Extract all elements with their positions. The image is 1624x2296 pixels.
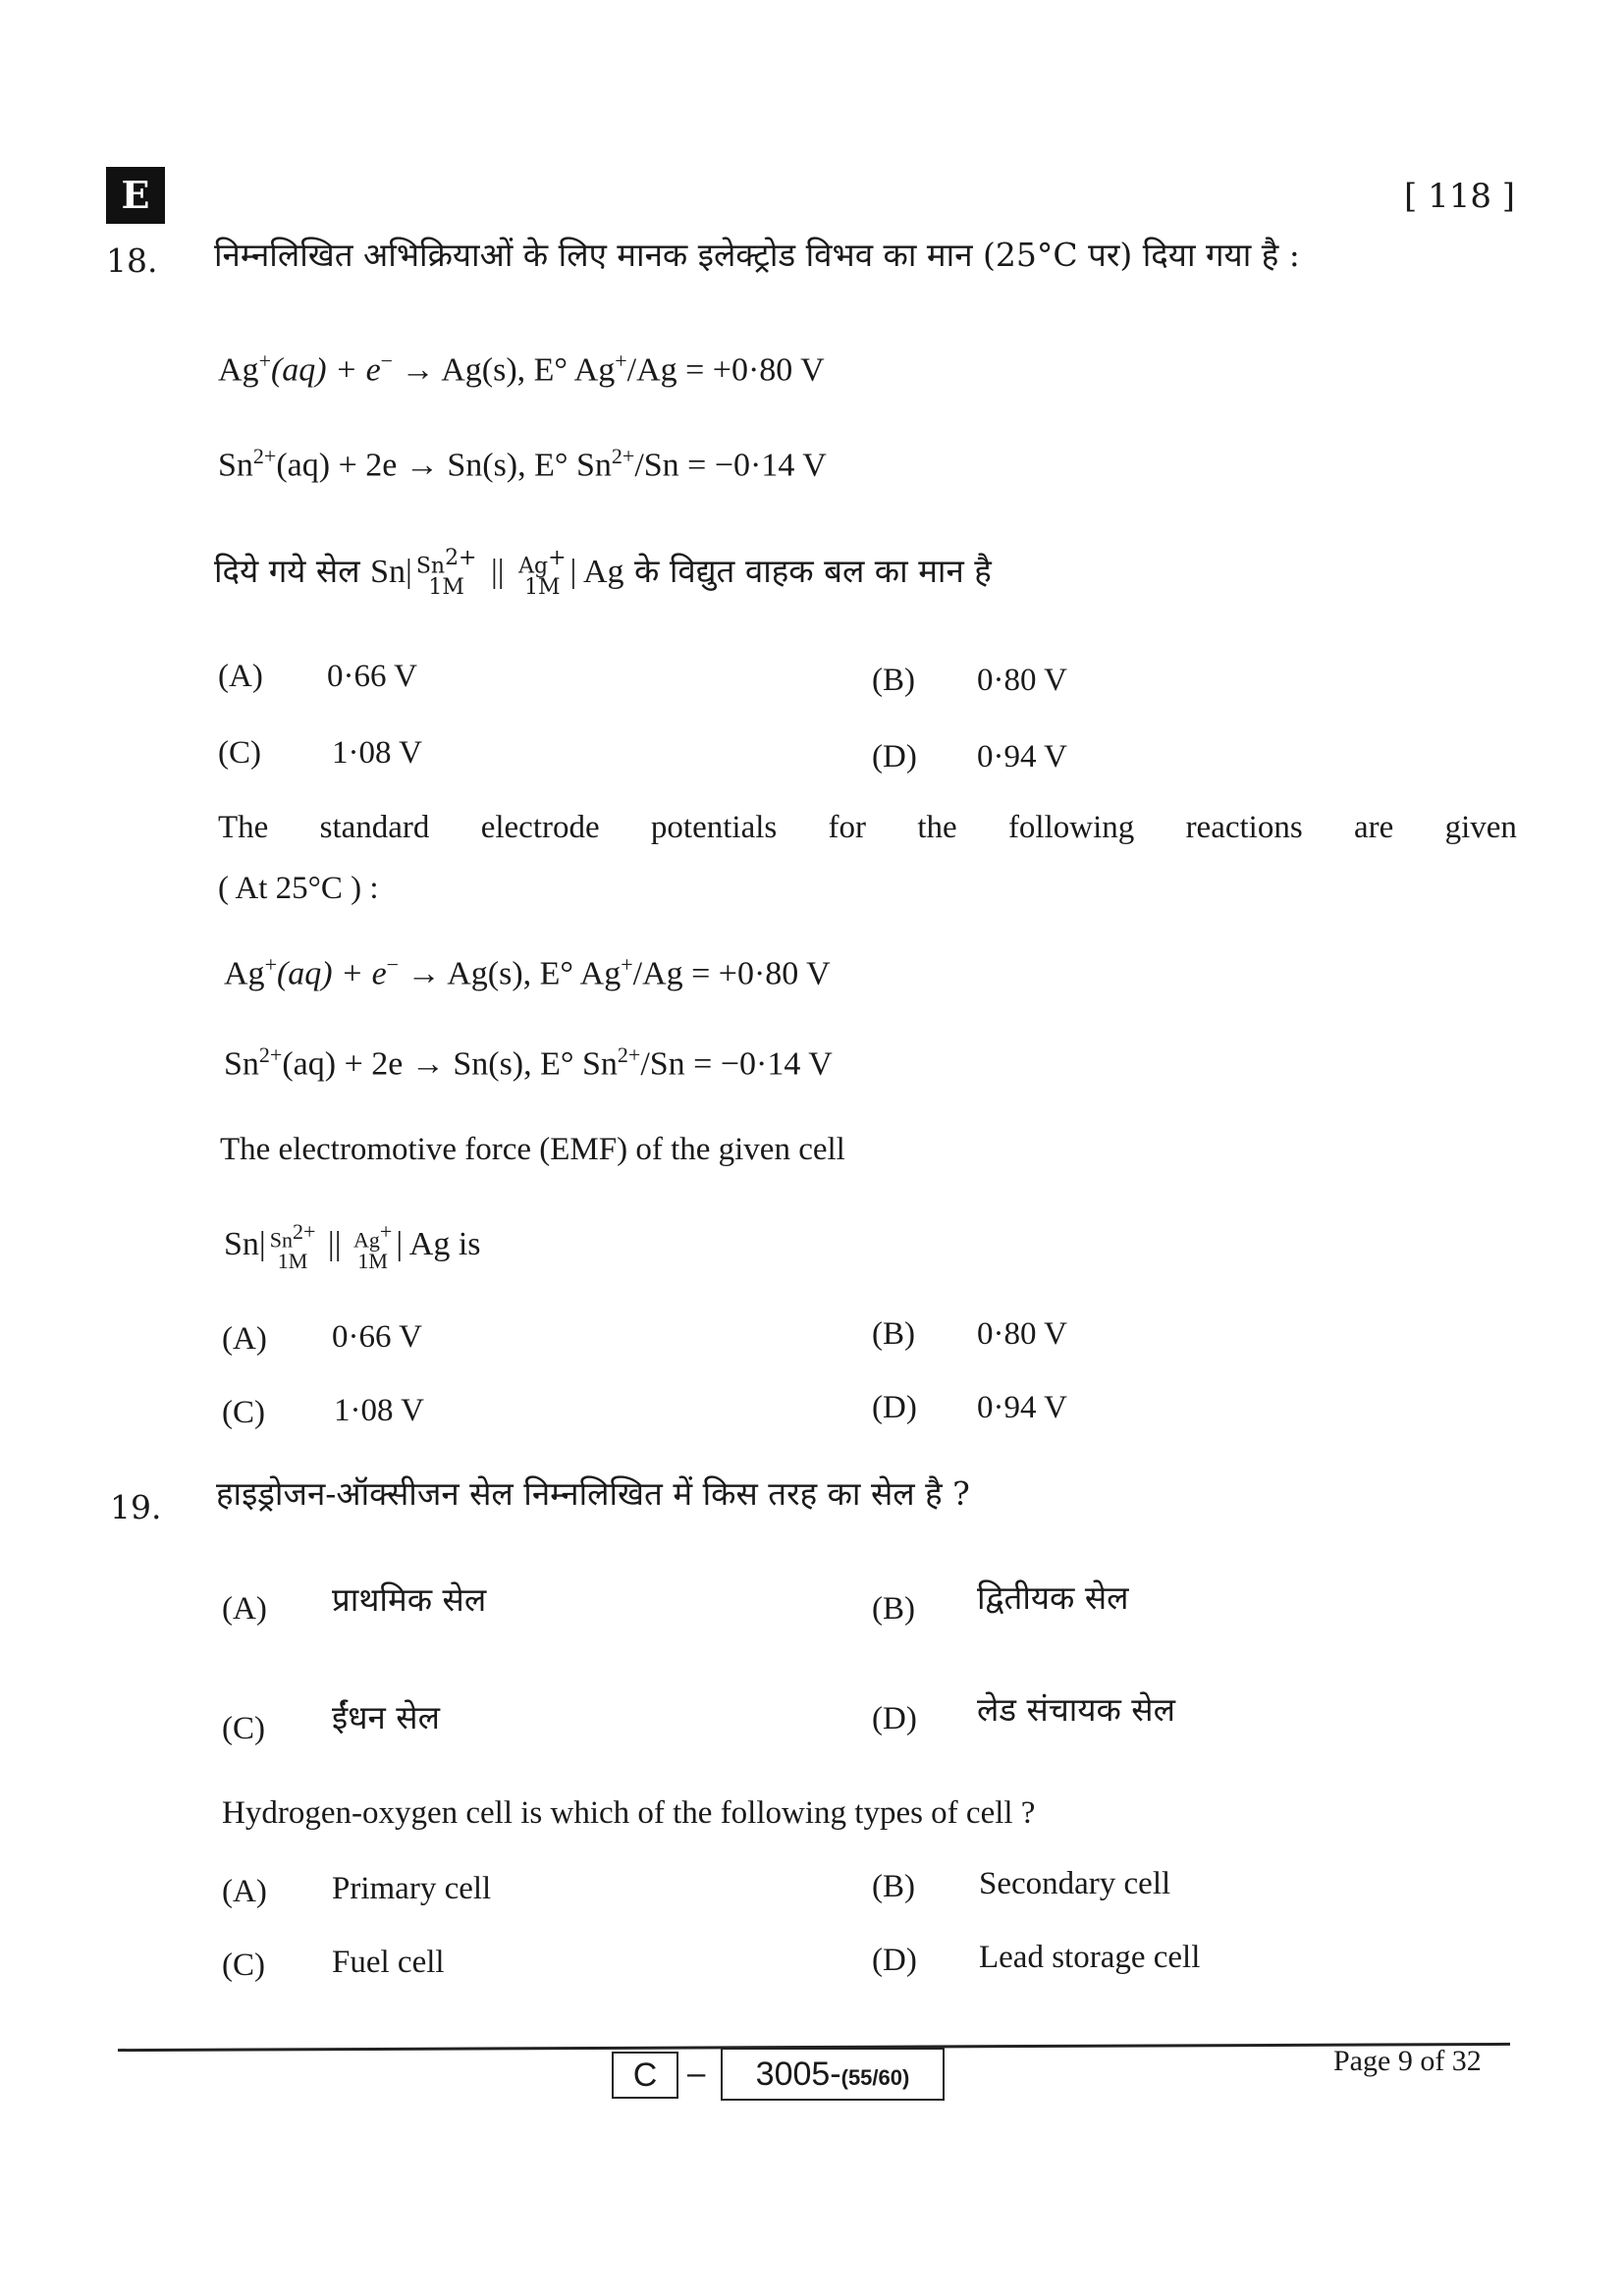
eq-text: /Ag = +0·80 V [626, 351, 825, 389]
option-label: (D) [872, 739, 917, 774]
paper-code: 3005- [755, 2056, 841, 2093]
option-label: (B) [872, 1591, 915, 1627]
question-code: [ 118 ] [1404, 177, 1516, 216]
option-value: 0·94 V [977, 739, 1067, 774]
option-value: 0·94 V [977, 1390, 1067, 1425]
q18-english-emf: The electromotive force (EMF) of the given cell [220, 1132, 845, 1167]
cell-cathode: | Ag [569, 554, 624, 591]
footer-dash: – [687, 2055, 706, 2091]
salt-bridge: || [491, 554, 505, 591]
eq-text: (aq) + e [270, 351, 381, 389]
q18-en-cell: Sn| $Sn^{2+}$ 1M || Ag+ 1M | Ag is [224, 1219, 481, 1274]
eq-text: Sn [218, 447, 253, 484]
option-value: ईंधन सेल [332, 1698, 440, 1736]
text: दिये गये सेल [214, 552, 360, 591]
eq-text: Ag [218, 351, 259, 389]
option-label: (C) [218, 735, 261, 771]
q18-english-intro-2: ( At 25°C ) : [218, 871, 379, 906]
paper-code-box [721, 2048, 945, 2101]
text: के विद्युत वाहक बल का मान है [634, 552, 992, 591]
question-number-19: 19. [110, 1488, 162, 1526]
cell-ion-2: Ag+ 1M [518, 546, 567, 601]
option-value: लेड संचायक सेल [977, 1690, 1175, 1729]
option-label: (D) [872, 1390, 917, 1425]
option-value: प्राथमिक सेल [332, 1580, 487, 1619]
option-value: Lead storage cell [979, 1940, 1201, 1975]
eq-sup: + [615, 348, 627, 373]
option-label: (B) [872, 1869, 915, 1904]
option-value: 0·66 V [327, 659, 417, 694]
option-value: 0·80 V [977, 1316, 1067, 1352]
eq-sup: − [380, 348, 394, 373]
option-label: (B) [872, 663, 915, 698]
eq-sup: 2+ [252, 444, 277, 468]
page-number: Page 9 of 32 [1333, 2045, 1482, 2077]
q19-hindi-text: हाइड्रोजन-ऑक्सीजन सेल निम्नलिखित में किस तरह का सेल है ? [216, 1474, 970, 1513]
series-box: C [612, 2052, 678, 2099]
question-number-18: 18. [106, 241, 158, 280]
option-label: (A) [218, 659, 263, 694]
option-value: Fuel cell [332, 1945, 445, 1980]
cell-anode: Sn| [370, 554, 412, 591]
option-label: (A) [222, 1591, 267, 1627]
option-label: (C) [222, 1711, 265, 1746]
cell-ion-1: $Sn^{2+}$ 1M [415, 546, 477, 601]
q18-hi-equation-1 [218, 348, 825, 391]
eq-text: → Ag(s), E° Ag [393, 351, 616, 389]
option-label: (B) [872, 1316, 915, 1352]
q19-english-text: Hydrogen-oxygen cell is which of the following types of cell ? [222, 1795, 1036, 1831]
q18-english-intro: The standard electrode potentials for the following reactions are given [218, 810, 1517, 845]
eq-text: (aq) + 2e → Sn(s), E° Sn [276, 447, 612, 484]
q18-hi-equation-2 [218, 444, 827, 486]
option-value: Primary cell [332, 1871, 492, 1906]
option-label: (C) [222, 1948, 265, 1983]
paper-sub: (55/60) [840, 2065, 910, 2090]
option-value: 1·08 V [334, 1393, 424, 1428]
q18-en-equation-2: $Sn^{2+}(aq) + 2e \to Sn(s)$, E° $Sn^{2+}/Sn = -0\cdot 14$ V [224, 1042, 833, 1083]
option-label: (A) [222, 1321, 267, 1357]
option-value: द्वितीयक सेल [977, 1578, 1129, 1617]
option-value: 1·08 V [332, 735, 422, 771]
option-value: Secondary cell [979, 1866, 1171, 1901]
option-value: 0·66 V [332, 1319, 422, 1355]
eq-sup: + [258, 348, 271, 373]
option-value: 0·80 V [977, 663, 1067, 698]
option-label: (D) [872, 1701, 917, 1736]
eq-sup: 2+ [611, 444, 635, 468]
option-label: (D) [872, 1943, 917, 1978]
option-label: (A) [222, 1874, 267, 1909]
q18-hindi-intro: निम्नलिखित अभिक्रियाओं के लिए मानक इलेक्ट्रोड विभव का मान (25°C पर) दिया गया है : [214, 236, 1300, 274]
q18-hi-cell-line [214, 548, 992, 599]
set-letter-badge: E [106, 167, 165, 224]
eq-text: /Sn = −0·14 V [634, 447, 827, 484]
option-label: (C) [222, 1395, 265, 1430]
q18-en-equation-1: Ag+(aq) + e− → Ag(s), E° Ag+/Ag = +0·80 V [224, 952, 831, 992]
